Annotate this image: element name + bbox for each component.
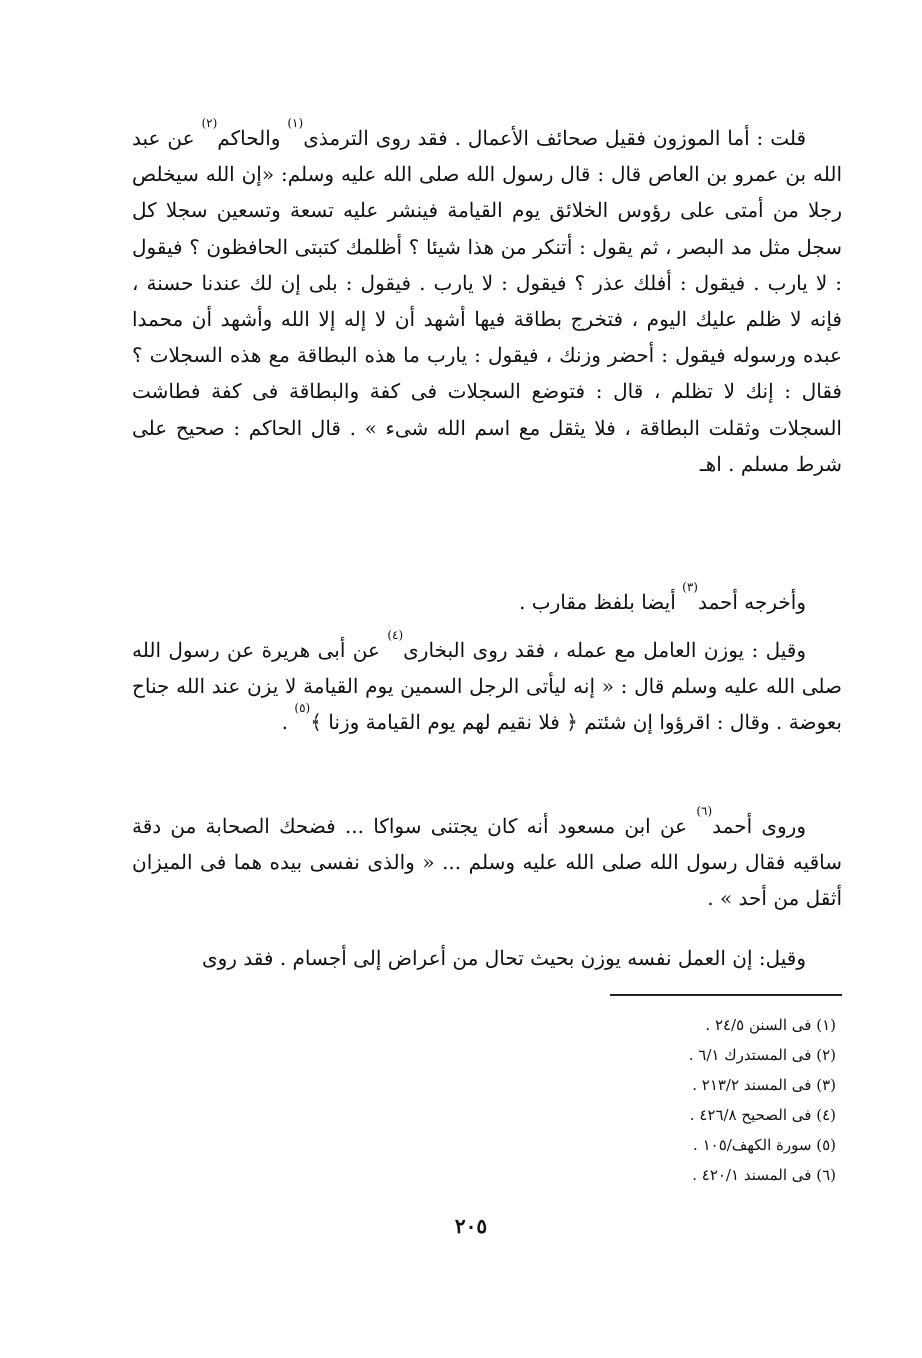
- footnote-item: (٦) فى المسند ٤٢٠/١ .: [692, 1166, 836, 1184]
- footnote-item: (٣) فى المسند ٢١٣/٢ .: [692, 1076, 836, 1094]
- paragraph-text: والحاكم: [217, 126, 281, 150]
- footnote-reference: (٣): [682, 580, 698, 595]
- paragraph-text: وأخرجه أحمد: [697, 590, 806, 614]
- footnote-item: (٢) فى المستدرك ٦/١ .: [688, 1046, 836, 1064]
- paragraph-text: .: [281, 710, 295, 735]
- footnote-item: (١) فى السنن ٢٤/٥ .: [705, 1016, 836, 1034]
- page-number: ٢٠٥: [454, 1214, 488, 1238]
- footnotes-list: [416, 1010, 836, 1190]
- footnote-item: (٥) سورة الكهف/١٠٥ .: [693, 1136, 836, 1154]
- paragraph-text: عن أبى هريرة عن رسول الله صلى الله عليه وسلم قال : « إنه ليأتى الرجل السمين يوم القيامة لا يزن عند الله جناح بعوضة . وقال : اقرؤوا إن شئتم ﴿ فلا نقيم لهم يوم القيامة وزنا ﴾: [132, 638, 842, 735]
- paragraph-scales-scrolls: [132, 116, 842, 482]
- footnote-reference: (٢): [201, 116, 218, 131]
- paragraph-text: وقيل : يوزن العامل مع عمله ، فقد روى البخارى: [403, 638, 806, 662]
- footnote-reference: (١): [287, 116, 304, 131]
- footnote-reference: (٥): [294, 700, 311, 715]
- paragraph-text: عن ابن مسعود أنه كان يجتنى سواكا ... فضحك الصحابة من دقة ساقيه فقال رسول الله صلى الله عليه وسلم ... « والذى نفسى بيده هما فى الميزان أثقل من أحد » .: [132, 814, 842, 911]
- paragraph-text: عن عبد الله بن عمرو بن العاص قال : قال رسول الله صلى الله عليه وسلم: «إن الله سيخلص رجلا من أمتى على رؤوس الخلائق يوم القيامة فينشر عليه تسعة وتسعين سجلا كل سجل مثل مد البصر ، ثم يقول : أتنكر من هذا شيئا ؟ أظلمك كتبتى الحافظون ؟ فيقول : لا يارب . فيقول : أفلك عذر ؟ فيقول : لا يارب . فيقول : بلى إن لك عندنا حسنة ، فإنه لا ظلم عليك اليوم ، فتخرج بطاقة فيها أشهد أن لا إله إلا الله وأشهد أن محمدا عبده ورسوله فيقول : أحضر وزنك ، فيقول : يارب ما هذه البطاقة مع هذه السجلات ؟ فقال : إنك لا تظلم ، قال : فتوضع السجلات فى كفة والبطاقة فى كفة فطاشت السجلات وثقلت البطاقة ، فلا يثقل مع اسم الله شىء » . قال الحاكم : صحيح على شرط مسلم . اهـ: [132, 126, 842, 476]
- paragraph-text: أيضا بلفظ مقارب .: [519, 590, 683, 614]
- footnote-divider: [610, 994, 842, 996]
- paragraph-text: قلت : أما الموزون فقيل صحائف الأعمال . فقد روى الترمذى: [303, 126, 807, 150]
- paragraph-ibn-masud: [132, 804, 842, 917]
- footnote-reference: (٦): [696, 804, 713, 819]
- footnote-item: (٤) فى الصحيح ٤٢٦/٨ .: [689, 1106, 836, 1124]
- paragraph-ahmad-narration: [132, 580, 842, 620]
- paragraph-text: وروى أحمد: [712, 814, 806, 838]
- paragraph-text: وقيل: إن العمل نفسه يوزن بحيث تحال من أعراض إلى أجسام . فقد روى: [201, 946, 806, 970]
- paragraph-deed-weighed: [132, 940, 842, 976]
- footnote-reference: (٤): [387, 628, 404, 643]
- paragraph-worker-weighed: [132, 628, 842, 741]
